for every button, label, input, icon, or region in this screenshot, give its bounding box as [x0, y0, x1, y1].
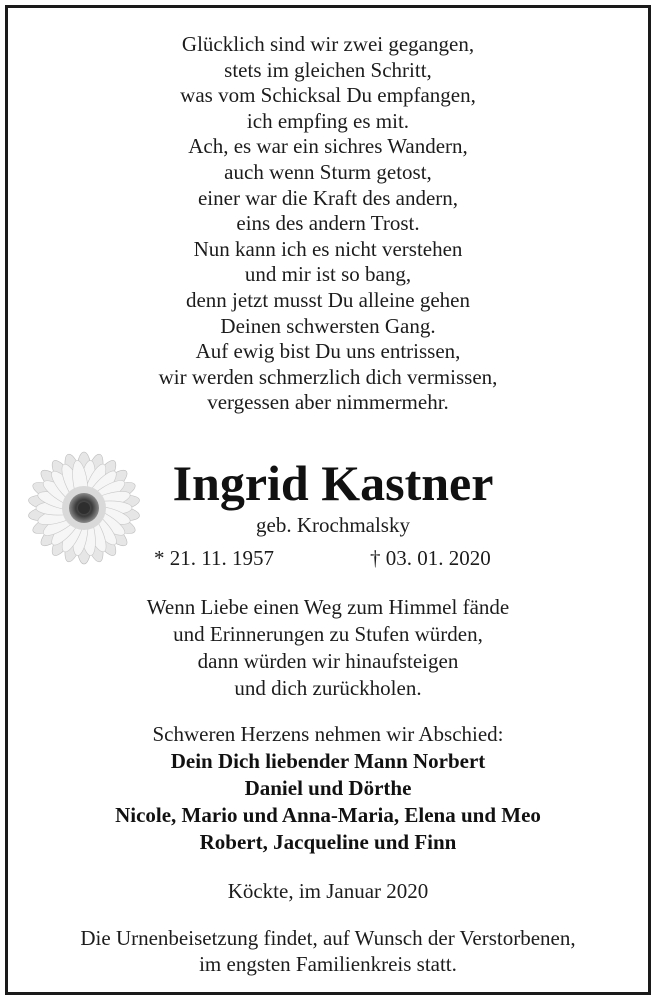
maiden-name: geb. Krochmalsky — [256, 513, 410, 537]
poem-line: Ach, es war ein sichres Wandern, — [188, 134, 468, 159]
burial-line: im engsten Familienkreis statt. — [199, 952, 457, 976]
mourner-line: Robert, Jacqueline und Finn — [199, 830, 457, 854]
poem-line: denn jetzt musst Du alleine gehen — [185, 287, 470, 312]
place-date: Köckte, im Januar 2020 — [227, 879, 429, 903]
poem — [8, 32, 648, 416]
poem-line: Auf ewig bist Du uns entrissen, — [195, 339, 461, 364]
verse-line: und Erinnerungen zu Stufen würden, — [173, 622, 483, 646]
poem-line: wir werden schmerzlich dich vermissen, — [158, 364, 498, 389]
burial-line: Die Urnenbeisetzung findet, auf Wunsch der Verstorbenen, — [80, 926, 576, 950]
obituary-notice — [5, 5, 651, 995]
verse-line: Wenn Liebe einen Weg zum Himmel fände — [146, 595, 510, 619]
mourner-line: Daniel und Dörthe — [244, 776, 412, 800]
mourners-intro: Schweren Herzens nehmen wir Abschied: — [152, 722, 504, 746]
verse — [8, 594, 648, 702]
poem-line: stets im gleichen Schritt, — [224, 57, 432, 82]
poem-line: eins des andern Trost. — [236, 211, 420, 236]
poem-line: auch wenn Sturm getost, — [224, 159, 432, 184]
poem-line: ich empfing es mit. — [246, 108, 410, 133]
poem-line: was vom Schicksal Du empfangen, — [180, 83, 476, 108]
poem-line: vergessen aber nimmermehr. — [207, 390, 449, 415]
mourner-line: Nicole, Mario und Anna-Maria, Elena und Meo — [115, 803, 541, 827]
poem-line: Glücklich sind wir zwei gegangen, — [181, 32, 475, 56]
deceased-name: Ingrid Kastner — [172, 455, 494, 511]
mourner-line: Dein Dich liebender Mann Norbert — [170, 749, 486, 773]
verse-line: dann würden wir hinaufsteigen — [197, 649, 459, 673]
poem-line: einer war die Kraft des andern, — [197, 185, 459, 210]
death-date: † 03. 01. 2020 — [370, 546, 491, 570]
mourners — [8, 721, 648, 856]
burial-notice — [8, 925, 648, 977]
poem-line: und mir ist so bang, — [244, 262, 412, 287]
birth-date: * 21. 11. 1957 — [154, 546, 274, 570]
poem-line: Deinen schwersten Gang. — [220, 313, 436, 338]
poem-line: Nun kann ich es nicht verstehen — [193, 236, 463, 261]
verse-line: und dich zurückholen. — [234, 676, 422, 700]
gerbera-flower-icon — [26, 450, 142, 566]
